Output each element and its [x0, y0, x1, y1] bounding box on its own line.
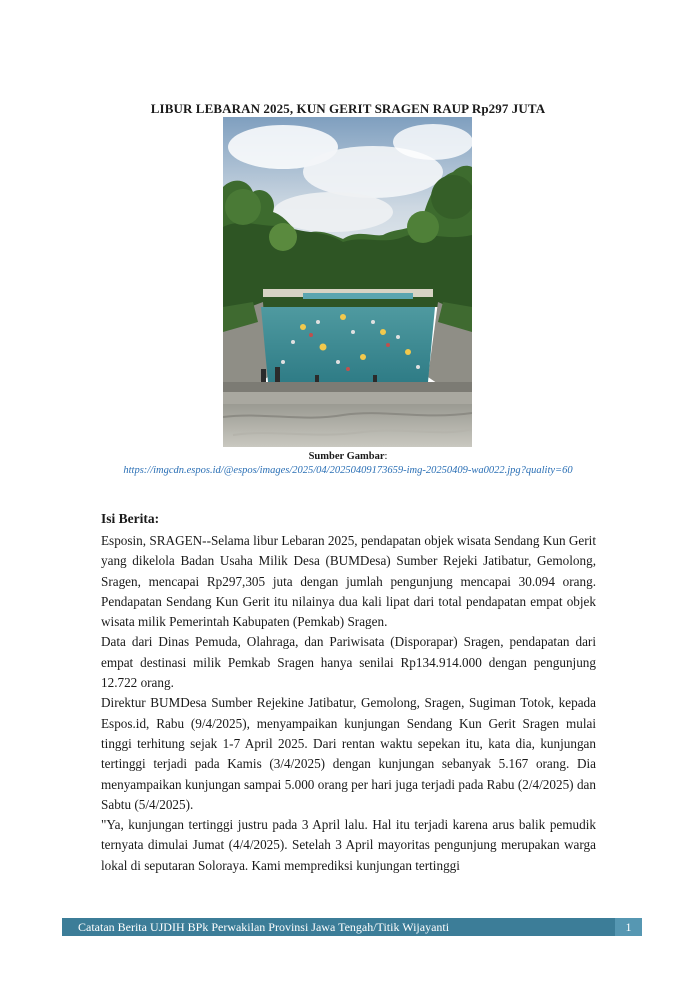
paragraph: Data dari Dinas Pemuda, Olahraga, dan Pariwisata (Disporapar) Sragen, pendapatan dari empat destinasi milik Pemkab Sragen hanya senilai Rp134.914.000 dengan pengunjung 12.722 orang.	[101, 634, 596, 691]
article-body	[101, 531, 596, 876]
image-caption	[100, 450, 596, 477]
document-title: LIBUR LEBARAN 2025, KUN GERIT SRAGEN RAUP Rp297 JUTA	[150, 101, 546, 116]
footer-text: Catatan Berita UJDIH BPk Perwakilan Provinsi Jawa Tengah/Titik Wijayanti	[78, 920, 450, 934]
caption-label: Sumber Gambar	[308, 451, 385, 462]
paragraph: Direktur BUMDesa Sumber Rejekine Jatibatur, Gemolong, Sragen, Sugiman Totok, kepada Espos.id, Rabu (9/4/2025), menyampaikan kunjungan Sendang Kun Gerit Sragen mulai tinggi terhitung sejak 1-7 April 2025. Dari rentan waktu sepekan itu, kata dia, kunjungan tertinggi terjadi pada Kamis (3/4/2025) dengan kunjungan sebanyak 5.167 orang. Dia menyampaikan kunjungan sampai 5.000 orang per hari juga terjadi pada Rabu (2/4/2025) dan Sabtu (5/4/2025).	[101, 695, 596, 812]
section-heading: Isi Berita:	[101, 511, 160, 526]
paragraph: "Ya, kunjungan tertinggi justru pada 3 April lalu. Hal itu terjadi karena arus balik pemudik ternyata dimulai Jumat (4/4/2025). Setelah 3 April mayoritas pengunjung merupakan warga lokal di seputaran Soloraya. Kami memprediksi kunjungan tertinggi	[101, 817, 596, 873]
caption-colon: :	[384, 451, 388, 462]
page-number: 1	[615, 918, 642, 936]
paragraph: Esposin, SRAGEN--Selama libur Lebaran 2025, pendapatan objek wisata Sendang Kun Gerit yang dikelola Badan Usaha Milik Desa (BUMDesa) Sumber Rejeki Jatibatur, Gemolong, Sragen, mencapai Rp297,305 juta dengan jumlah pengunjung mencapai 30.094 orang. Pendapatan Sendang Kun Gerit itu nilainya dua kali lipat dari total pendapatan empat objek wisata milik Pemerintah Kabupaten (Pemkab) Sragen.	[101, 533, 596, 630]
caption-url-link[interactable]: https://imgcdn.espos.id/@espos/images/2025/04/20250409173659-img-20250409-wa0022.jpg?quality=60	[123, 464, 573, 476]
news-photo	[223, 117, 472, 447]
pool-scene-illustration	[223, 117, 472, 447]
footer-bar	[62, 918, 642, 936]
